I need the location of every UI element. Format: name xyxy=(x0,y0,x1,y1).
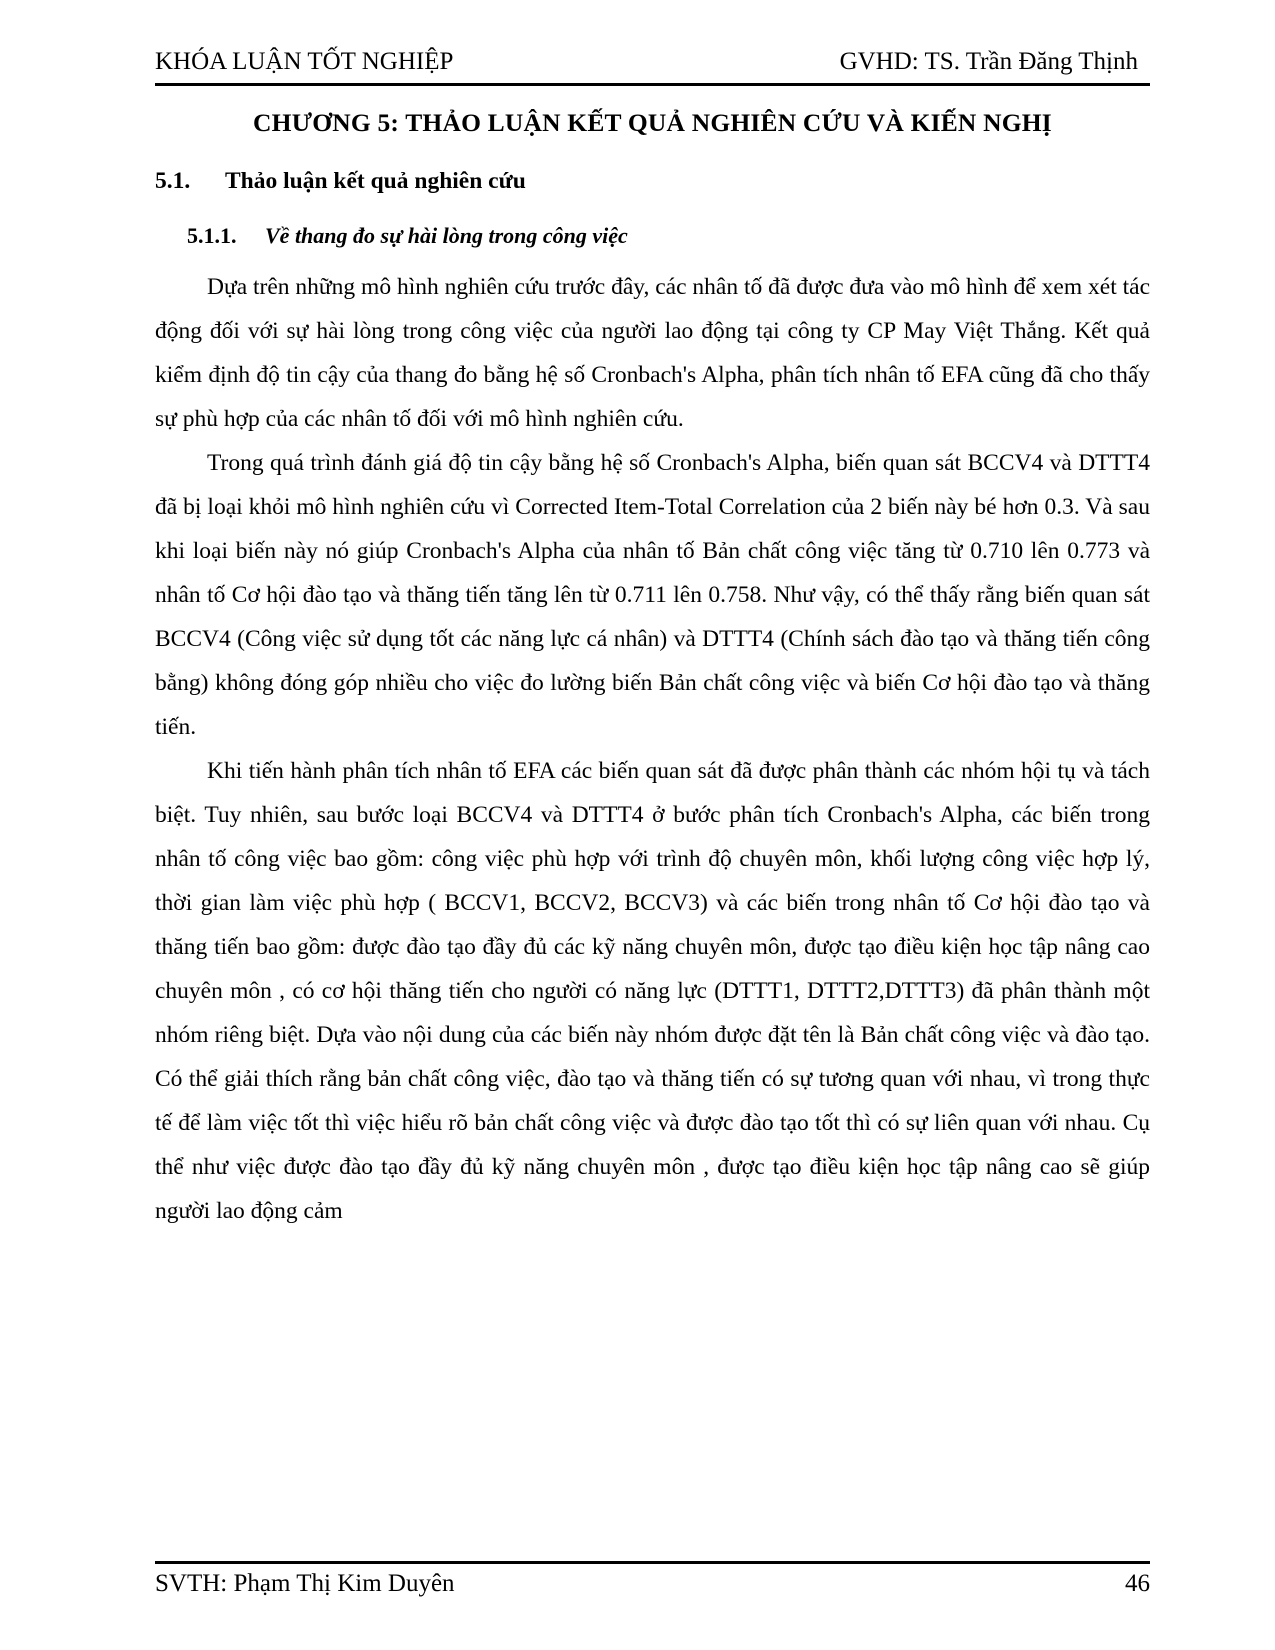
header-left-text: KHÓA LUẬN TỐT NGHIỆP xyxy=(155,48,454,75)
section-title-5-1: Thảo luận kết quả nghiên cứu xyxy=(225,167,526,194)
footer-author: SVTH: Phạm Thị Kim Duyên xyxy=(155,1570,455,1597)
section-number-5-1: 5.1. xyxy=(155,167,191,194)
chapter-title: CHƯƠNG 5: THẢO LUẬN KẾT QUẢ NGHIÊN CỨU VÀ KIẾN NGHỊ xyxy=(253,107,1052,137)
page-header xyxy=(155,48,1150,80)
section-number-5-1-1: 5.1.1. xyxy=(187,222,237,248)
page-footer xyxy=(155,1561,1150,1598)
page-content xyxy=(155,48,1150,1590)
section-title-5-1-1: Về thang đo sự hài lòng trong công việc xyxy=(265,222,628,248)
page-number: 46 xyxy=(1125,1570,1150,1597)
section-heading-5-1 xyxy=(155,168,1150,195)
header-right-text: GVHD: TS. Trần Đăng Thịnh xyxy=(839,48,1138,75)
section-heading-5-1-1 xyxy=(155,223,1150,249)
paragraph-2: Trong quá trình đánh giá độ tin cậy bằng hệ số Cronbach's Alpha, biến quan sát BCCV4 và DTTT4 đã bị loại khỏi mô hình nghiên cứu vì Corrected Item-Total Correlation của 2 biến này bé hơn 0.3. Và sau khi loại biến này nó giúp Cronbach's Alpha của nhân tố Bản chất công việc tăng từ 0.710 lên 0.773 và nhân tố Cơ hội đào tạo và thăng tiến tăng lên từ 0.711 lên 0.758. Như vậy, có thể thấy rằng biến quan sát BCCV4 (Công việc sử dụng tốt các năng lực cá nhân) và DTTT4 (Chính sách đào tạo và thăng tiến công bằng) không đóng góp nhiều cho việc đo lường biến Bản chất công việc và biến Cơ hội đào tạo và thăng tiến. xyxy=(155,449,1150,740)
paragraph-1: Dựa trên những mô hình nghiên cứu trước đây, các nhân tố đã được đưa vào mô hình để xem xét tác động đối với sự hài lòng trong công việc của người lao động tại công ty CP May Việt Thắng. Kết quả kiểm định độ tin cậy của thang đo bằng hệ số Cronbach's Alpha, phân tích nhân tố EFA cũng đã cho thấy sự phù hợp của các nhân tố đối với mô hình nghiên cứu. xyxy=(155,273,1150,432)
header-divider xyxy=(155,83,1150,86)
footer-divider xyxy=(155,1561,1150,1564)
paragraph-3: Khi tiến hành phân tích nhân tố EFA các biến quan sát đã được phân thành các nhóm hội tụ và tách biệt. Tuy nhiên, sau bước loại BCCV4 và DTTT4 ở bước phân tích Cronbach's Alpha, các biến trong nhân tố công việc bao gồm: công việc phù hợp với trình độ chuyên môn, khối lượng công việc hợp lý, thời gian làm việc phù hợp ( BCCV1, BCCV2, BCCV3) và các biến trong nhân tố Cơ hội đào tạo và thăng tiến bao gồm: được đào tạo đầy đủ các kỹ năng chuyên môn, được tạo điều kiện học tập nâng cao chuyên môn , có cơ hội thăng tiến cho người có năng lực (DTTT1, DTTT2,DTTT3) đã phân thành một nhóm riêng biệt. Dựa vào nội dung của các biến này nhóm được đặt tên là Bản chất công việc và đào tạo. Có thể giải thích rằng bản chất công việc, đào tạo và thăng tiến có sự tương quan với nhau, vì trong thực tế để làm việc tốt thì việc hiểu rõ bản chất công việc và được đào tạo tốt thì có sự liên quan với nhau. Cụ thể như việc được đào tạo đầy đủ kỹ năng chuyên môn , được tạo điều kiện học tập nâng cao sẽ giúp người lao động cảm xyxy=(155,757,1150,1224)
